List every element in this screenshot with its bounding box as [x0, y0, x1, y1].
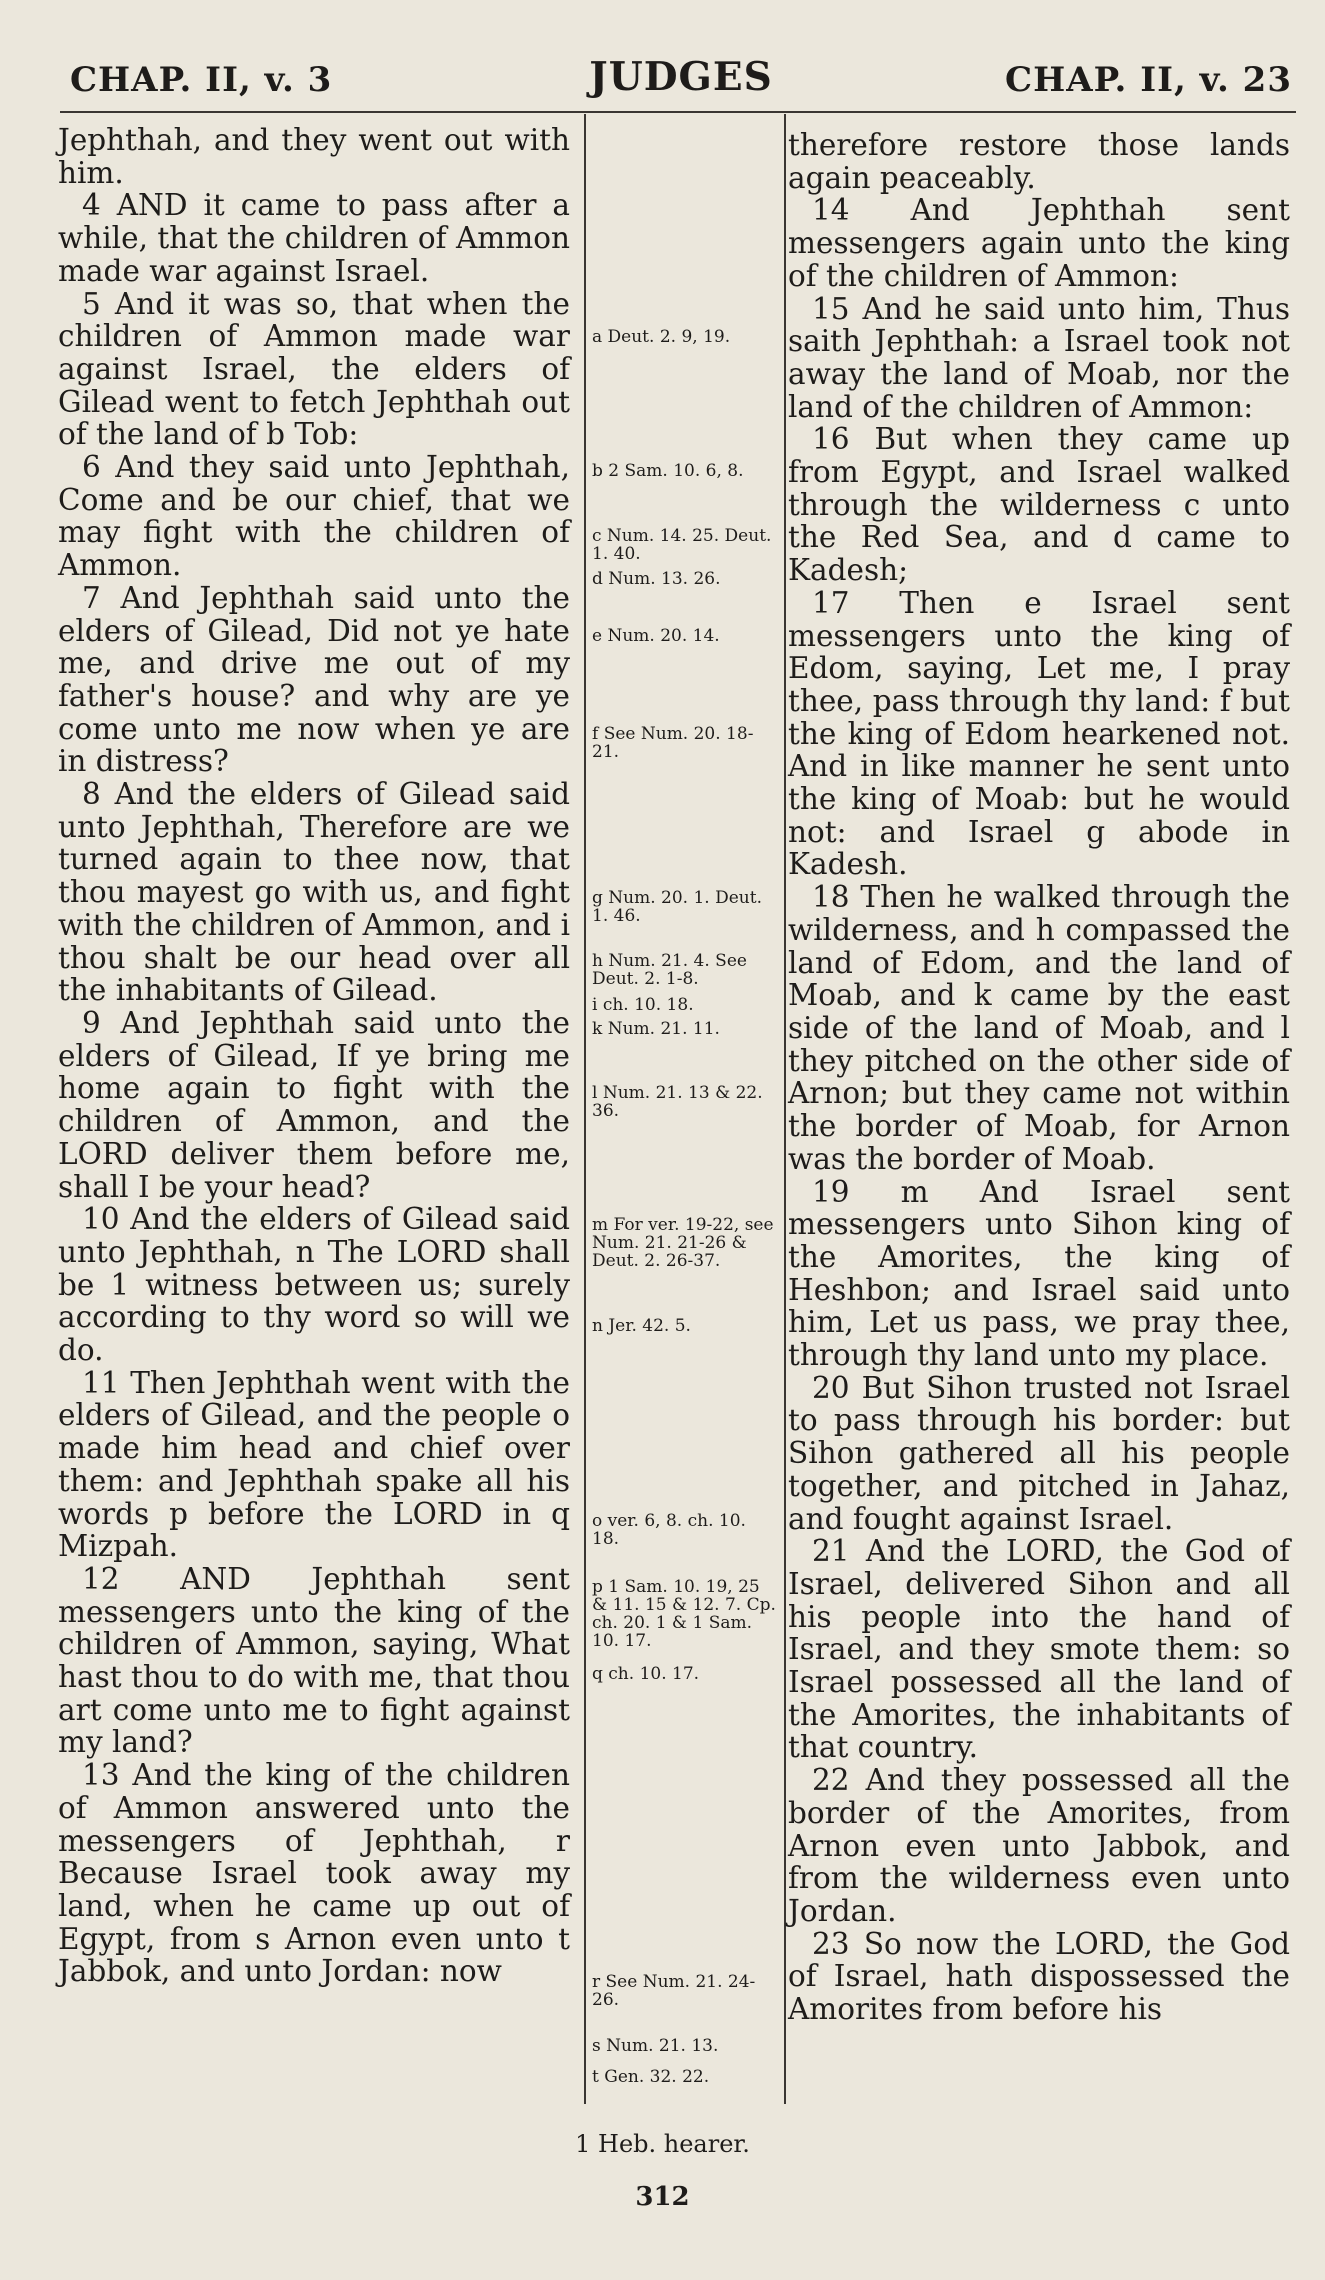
verse-4: 4 AND it came to pass after a while, that the children of Ammon made war against Israel. [58, 188, 570, 288]
verse-16: 16 But when they came up from Egypt, and Israel walked through the wilderness c unto the Red Sea, and d came to Kadesh; [788, 422, 1290, 588]
marginal-note: b 2 Sam. 10. 6, 8. [592, 461, 744, 481]
marginal-note: f See Num. 20. 18-21. [592, 724, 754, 762]
verse-12: 12 AND Jephthah sent messengers unto the king of the children of Ammon, saying, What hast thou to do with me, that thou art come unto me to fight against my land? [58, 1561, 570, 1760]
verse-text: Jephthah, and they went out with him. [58, 123, 570, 190]
verse-5: 5 And it was so, that when the children of Ammon made war against Israel, the elders of Gilead went to fetch Jephthah out of the land of b Tob: [58, 286, 570, 452]
footnote: 1 Heb. hearer. [575, 2130, 750, 2158]
marginal-note: e Num. 20. 14. [592, 626, 720, 646]
verse-8: 8 And the elders of Gilead said unto Jephthah, Therefore are we turned again to thee now, that thou mayest go with us, and fight with the children of Ammon, and i thou shalt be our head over all the inhabitants of Gilead. [58, 777, 570, 1008]
header-right: CHAP. II, v. 23 [1005, 60, 1292, 100]
marginal-note: l Num. 21. 13 & 22. 36. [592, 1083, 763, 1121]
marginal-note: i ch. 10. 18. [592, 995, 694, 1015]
verse-17: 17 Then e Israel sent messengers unto the king of Edom, saying, Let me, I pray thee, pass through thy land: f but the king of Edom hearkened not. And in like manner he sent unto the king of Moab: but he would not: and Israel g abode in Kadesh. [788, 585, 1290, 882]
verse-7: 7 And Jephthah said unto the elders of Gilead, Did not ye hate me, and drive me out of my father's house? and why are ye come unto me now when ye are in distress? [58, 580, 570, 779]
header-left: CHAP. II, v. 3 [70, 60, 333, 100]
verse-13: 13 And the king of the children of Ammon answered unto the messengers of Jephthah, r Because Israel took away my land, when he came up out of Egypt, from s Arnon even unto t Jabbok, and unto Jordan: now [58, 1758, 570, 1989]
marginal-note: m For ver. 19-22, see Num. 21. 21-26 & Deut. 2. 26-37. [592, 1215, 774, 1271]
marginal-note: r See Num. 21. 24-26. [592, 1972, 756, 2010]
marginal-note: t Gen. 32. 22. [592, 2067, 710, 2087]
marginal-note: a Deut. 2. 9, 19. [592, 327, 731, 347]
column-divider-right [784, 114, 786, 2104]
verse-23: 23 So now the LORD, the God of Israel, hath dispossessed the Amorites from before his [788, 1926, 1290, 2027]
marginal-note: h Num. 21. 4. See Deut. 2. 1-8. [592, 951, 747, 989]
marginal-note: n Jer. 42. 5. [592, 1316, 691, 1336]
marginal-note: o ver. 6, 8. ch. 10. 18. [592, 1511, 746, 1549]
verse-22: 22 And they possessed all the border of the Amorites, from Arnon even unto Jabbok, and from the wilderness even unto Jordan. [788, 1763, 1290, 1928]
header-rule [60, 111, 1296, 113]
marginal-note: p 1 Sam. 10. 19, 25 & 11. 15 & 12. 7. Cp. ch. 20. 1 & 1 Sam. 10. 17. [592, 1577, 776, 1651]
marginal-note: g Num. 20. 1. Deut. 1. 46. [592, 888, 762, 926]
verse-text: therefore restore those lands again peaceably. [788, 128, 1290, 195]
verse-18: 18 Then he walked through the wilderness, and h compassed the land of Edom, and the land of Moab, and k came by the east side of the land of Moab, and l they pitched on the other side of Arnon; but they came not within the border of Moab, for Arnon was the border of Moab. [788, 880, 1290, 1176]
verse-9: 9 And Jephthah said unto the elders of Gilead, If ye bring me home again to fight with the children of Ammon, and the LORD deliver them before me, shall I be your head? [58, 1005, 570, 1204]
verse-14: 14 And Jephthah sent messengers again unto the king of the children of Ammon: [788, 193, 1290, 293]
column-divider-left [584, 114, 586, 2104]
verse-20: 20 But Sihon trusted not Israel to pass through his border: but Sihon gathered all his people together, and pitched in Jahaz, and fought against Israel. [788, 1370, 1290, 1536]
left-text-column [58, 124, 570, 1988]
verse-11: 11 Then Jephthah went with the elders of Gilead, and the people o made him head and chief over them: and Jephthah spake all his words p before the LORD in q Mizpah. [58, 1365, 570, 1564]
right-text-column [788, 129, 1290, 2026]
page-number: 312 [635, 2182, 690, 2212]
marginal-note: d Num. 13. 26. [592, 569, 721, 589]
verse-19: 19 m And Israel sent messengers unto Sihon king of the Amorites, the king of Heshbon; and Israel said unto him, Let us pass, we pray thee, through thy land unto my place. [788, 1174, 1290, 1373]
marginal-note: c Num. 14. 25. Deut. 1. 40. [592, 526, 772, 564]
marginal-note: s Num. 21. 13. [592, 2036, 719, 2056]
verse-10: 10 And the elders of Gilead said unto Jephthah, n The LORD shall be 1 witness between us; surely according to thy word so will we do. [58, 1202, 570, 1368]
marginal-note: q ch. 10. 17. [592, 1664, 700, 1684]
verse-15: 15 And he said unto him, Thus saith Jephthah: a Israel took not away the land of Moab, nor the land of the children of Ammon: [788, 291, 1290, 424]
header-book-title: JUDGES [589, 54, 773, 100]
verse-21: 21 And the LORD, the God of Israel, delivered Sihon and all his people into the hand of Israel, and they smote them: so Israel possessed all the land of the Amorites, the inhabitants of that country. [788, 1534, 1290, 1765]
running-header [70, 52, 1292, 110]
marginal-note: k Num. 21. 11. [592, 1019, 720, 1039]
verse-6: 6 And they said unto Jephthah, Come and be our chief, that we may fight with the children of Ammon. [58, 450, 570, 583]
